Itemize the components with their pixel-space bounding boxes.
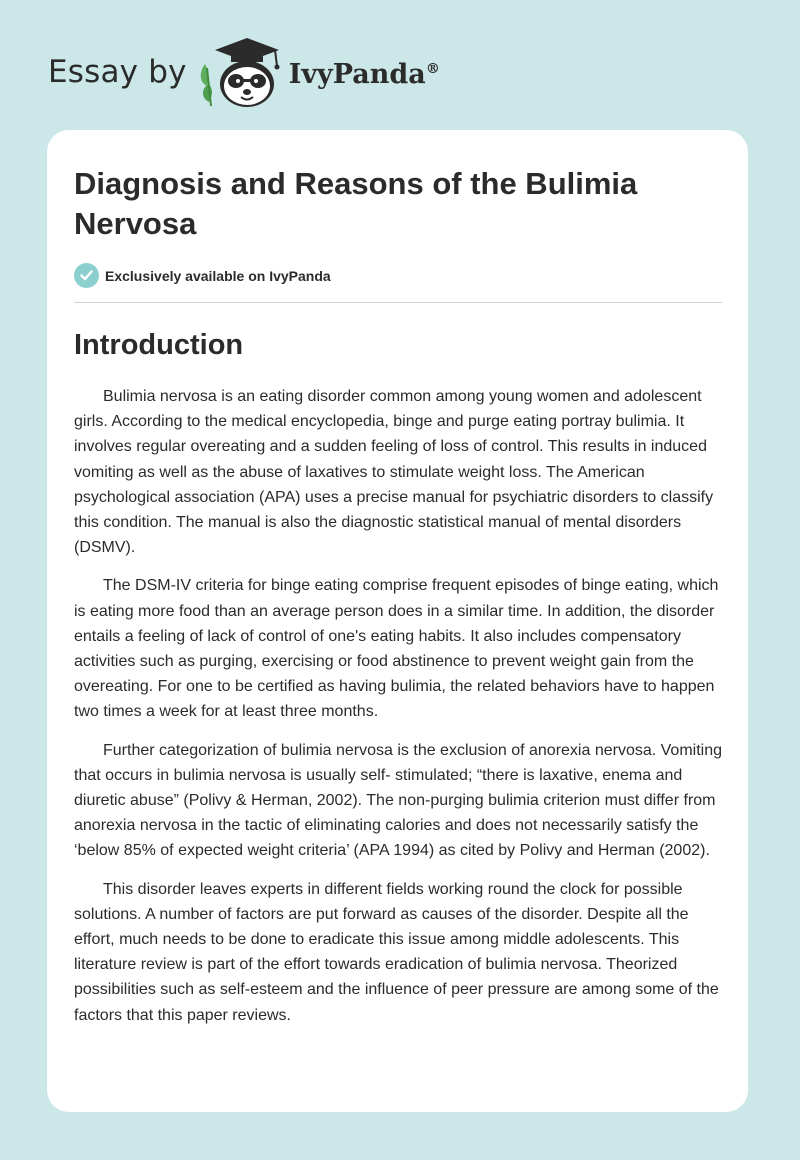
- paragraph: This disorder leaves experts in different fields working round the clock for possible solutions. A number of factors are put forward as causes of the disorder. Despite all the effort, much needs to be done to eradicate this issue among middle adolescents. This literature review is part of the effort towards eradication of bulimia nervosa. Theorized possibilities such as self-esteem and the influence of peer pressure are among some of the factors that this paper reviews.: [74, 880, 719, 1024]
- page-title: Diagnosis and Reasons of the Bulimia Nervosa: [74, 166, 638, 241]
- divider: [74, 302, 722, 303]
- paragraph: Further categorization of bulimia nervosa is the exclusion of anorexia nervosa. Vomiting that occurs in bulimia nervosa is usually self- stimulated; “there is laxative, enema and diuretic abuse” (Polivy & Herman, 2002). The non-purging bulimia criterion must differ from anorexia nervosa in the tactic of eliminating calories and does not necessarily satisfy the ‘below 85% of expected weight criteria’ (APA 1994) as cited by Polivy and Herman (2002).: [74, 741, 722, 860]
- brand-name: IvyPanda®: [288, 58, 440, 90]
- check-icon: [74, 263, 99, 288]
- ivypanda-logo[interactable]: [197, 34, 440, 110]
- panda-mascot-icon: [197, 34, 283, 110]
- essay-card: [47, 130, 748, 1112]
- paragraph: Bulimia nervosa is an eating disorder common among young women and adolescent girls. According to the medical encyclopedia, binge and purge eating portray bulimia. It involves regular overeating and a sudden feeling of loss of control. This results in induced vomiting as well as the abuse of laxatives to stimulate weight loss. The American psychological association (APA) uses a precise manual for psychiatric disorders to classify this condition. The manual is also the diagnostic statistical manual of mental disorders (DSMV).: [74, 388, 714, 557]
- article-body: [74, 384, 726, 1041]
- essay-by-label: Essay by: [48, 54, 187, 90]
- exclusive-label: Exclusively available on IvyPanda: [105, 267, 331, 284]
- exclusive-badge: [74, 263, 331, 288]
- section-heading: Introduction: [74, 329, 244, 361]
- site-header: [48, 34, 440, 110]
- registered-mark: ®: [425, 60, 440, 77]
- paragraph: The DSM-IV criteria for binge eating comprise frequent episodes of binge eating, which is eating more food than an average person does in a similar time. In addition, the disorder entails a feeling of lack of control of one's eating habits. It also includes compensatory activities such as purging, exercising or food abstinence to prevent weight gain from the overeating. For one to be certified as having bulimia, the related behaviors have to happen two times a week for at least three months.: [74, 577, 719, 721]
